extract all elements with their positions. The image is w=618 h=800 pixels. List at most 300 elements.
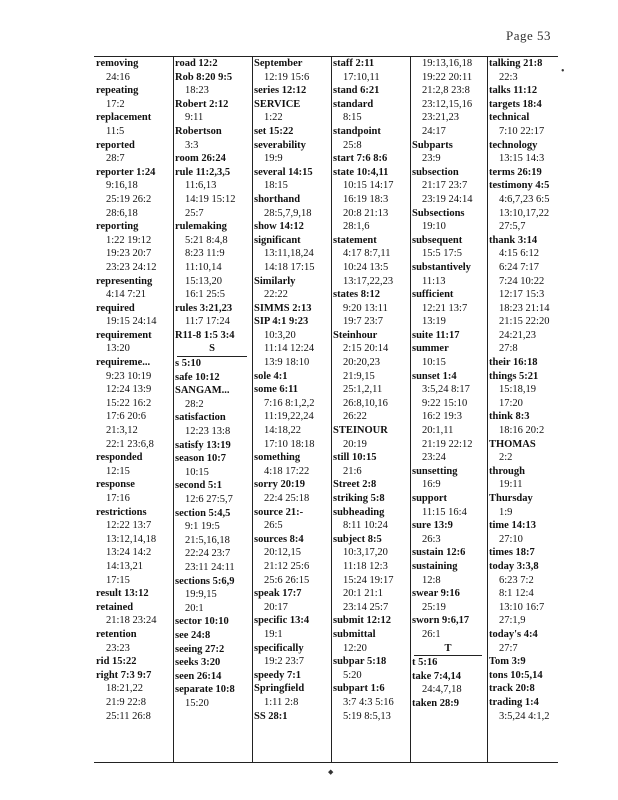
page-reference: 7:10 22:17 — [499, 125, 545, 137]
index-term: show 14:12 — [254, 221, 304, 233]
page-reference: 13:17,22,23 — [343, 275, 394, 287]
index-term: stand 6:21 — [333, 85, 380, 97]
page-reference: 21:3,12 — [106, 425, 138, 437]
page-reference: 5:20 — [343, 669, 362, 681]
page-reference: 23:23 24:12 — [106, 261, 157, 273]
index-term: SANGAM... — [175, 385, 230, 397]
column-divider — [487, 57, 488, 762]
index-term: track 20:8 — [489, 683, 535, 695]
page-reference: 21:9,15 — [343, 370, 375, 382]
page-reference: 21:19 22:12 — [422, 438, 473, 450]
index-term: SERVICE — [254, 98, 301, 110]
page-reference: 19:10 — [422, 221, 446, 233]
page-reference: 22:3 — [499, 71, 518, 83]
page-reference: 16:1 25:5 — [185, 289, 225, 301]
index-term: standard — [333, 98, 374, 110]
page-reference: 17:15 — [106, 574, 130, 586]
page-reference: 4:15 6:12 — [499, 248, 539, 260]
page-reference: 14:13,21 — [106, 560, 144, 572]
page-reference: 19:9,15 — [185, 589, 217, 601]
page-reference: 20:1,11 — [422, 425, 454, 437]
index-term: SIP 4:1 9:23 — [254, 316, 309, 328]
page-reference: 24:4,7,18 — [422, 684, 462, 696]
page-reference: 19:23 20:7 — [106, 248, 152, 260]
index-term: retention — [96, 628, 137, 640]
index-term: statement — [333, 234, 377, 246]
index-term: replacement — [96, 112, 152, 124]
index-term: restrictions — [96, 506, 147, 518]
column-divider — [331, 57, 332, 762]
page-reference: 27:10 — [499, 533, 523, 545]
page-reference: 17:16 — [106, 493, 130, 504]
page-reference: 21:15 22:20 — [499, 316, 550, 328]
page-reference: 24:17 — [422, 125, 446, 137]
index-column-1 — [96, 57, 172, 762]
page-reference: 3:3 — [185, 139, 199, 151]
index-term: technical — [489, 112, 530, 124]
index-term: speedy 7:1 — [254, 669, 301, 681]
page-reference: 10:24 13:5 — [343, 261, 389, 273]
index-term: time 14:13 — [489, 520, 536, 532]
page-reference: 12:19 15:6 — [264, 71, 310, 83]
page-reference: 15:13,20 — [185, 275, 223, 287]
page-reference: 27:1,9 — [499, 615, 526, 627]
page-reference: 9:16,18 — [106, 180, 138, 192]
page-reference: 17:20 — [499, 397, 523, 409]
page-reference: 12:17 15:3 — [499, 289, 545, 301]
page-reference: 16:2 19:3 — [422, 411, 462, 423]
page-reference: 21:12 25:6 — [264, 560, 310, 572]
index-term: start 7:6 8:6 — [333, 153, 388, 165]
page-reference: 11:5 — [106, 125, 125, 137]
index-term: standpoint — [333, 125, 381, 137]
index-term: Robert 2:12 — [175, 98, 229, 110]
index-term: Subparts — [412, 139, 453, 151]
index-term: retained — [96, 601, 134, 613]
page-reference: 23:19 24:14 — [422, 193, 473, 205]
index-term: suite 11:17 — [412, 329, 460, 341]
page-reference: 1:9 — [499, 506, 513, 518]
index-term: reported — [96, 139, 135, 151]
index-term: talking 21:8 — [489, 58, 543, 69]
page-reference: 13:11,18,24 — [264, 248, 314, 260]
index-term: talks 11:12 — [489, 85, 538, 97]
page-reference: 12:8 — [422, 574, 441, 586]
page-reference: 15:24 19:17 — [343, 574, 394, 586]
index-term: sector 10:10 — [175, 616, 229, 628]
index-term: source 21:- — [254, 506, 304, 518]
page-reference: 12:20 — [343, 642, 367, 654]
index-term: targets 18:4 — [489, 98, 542, 110]
page-reference: 10:3,20 — [264, 329, 296, 341]
index-term: subpar 5:18 — [333, 656, 387, 668]
page-reference: 18:15 — [264, 180, 288, 192]
index-term: take 7:4,14 — [412, 670, 461, 682]
page-reference: 17:10,11 — [343, 71, 380, 83]
page-reference: 28:5,7,9,18 — [264, 207, 312, 219]
index-term: state 10:4,11 — [333, 166, 389, 178]
page-reference: 26:3 — [422, 533, 441, 545]
index-column-4 — [333, 57, 409, 762]
index-term: sources 8:4 — [254, 533, 304, 545]
page-reference: 23:9 — [422, 153, 441, 165]
page-reference: 10:15 — [185, 466, 209, 478]
page-reference: 7:16 8:1,2,2 — [264, 397, 315, 409]
page-reference: 19:11 — [499, 479, 523, 491]
page-reference: 23:12,15,16 — [422, 98, 473, 110]
page-reference: 15:22 16:2 — [106, 397, 152, 409]
page-reference: 15:5 17:5 — [422, 248, 462, 260]
page-reference: 26:8,10,16 — [343, 397, 388, 409]
page-reference: 28:2 — [185, 398, 204, 410]
index-column-3 — [254, 57, 330, 762]
page-reference: 13:24 14:2 — [106, 547, 152, 559]
page-reference: 18:16 20:2 — [499, 425, 545, 437]
index-term: sections 5:6,9 — [175, 575, 235, 587]
page-reference: 13:12,14,18 — [106, 533, 157, 545]
index-term: staff 2:11 — [333, 58, 375, 69]
index-term: satisfy 13:19 — [175, 439, 231, 451]
page-reference: 25:1,2,11 — [343, 384, 383, 396]
index-term: SIMMS 2:13 — [254, 302, 312, 314]
index-term: road 12:2 — [175, 58, 218, 69]
page-reference: 22:22 — [264, 289, 288, 301]
index-term: removing — [96, 58, 139, 69]
index-term: t 5:16 — [412, 657, 438, 669]
index-term: sunset 1:4 — [412, 370, 457, 382]
index-term: Thursday — [489, 493, 533, 504]
page-reference: 6:24 7:17 — [499, 261, 539, 273]
page-reference: 3:5,24 8:17 — [422, 384, 470, 396]
page-reference: 27:5,7 — [499, 221, 526, 233]
page-reference: 9:20 13:11 — [343, 302, 388, 314]
bottom-mark: ◆ — [328, 768, 334, 776]
page-reference: 20:12,15 — [264, 547, 302, 559]
index-term: separate 10:8 — [175, 684, 235, 696]
page-reference: 11:10,14 — [185, 261, 222, 273]
page-reference: 21:2,8 23:8 — [422, 85, 470, 97]
page-reference: 9:1 19:5 — [185, 521, 220, 533]
page-reference: 23:24 — [422, 452, 446, 464]
section-letter: T — [414, 642, 482, 657]
page-reference: 19:2 23:7 — [264, 656, 304, 668]
page-reference: 21:5,16,18 — [185, 534, 230, 546]
page-reference: 11:6,13 — [185, 180, 217, 192]
index-term: striking 5:8 — [333, 493, 385, 504]
page-reference: 23:21,23 — [422, 112, 460, 124]
index-term: requireme... — [96, 357, 151, 369]
page-reference: 21:9 22:8 — [106, 696, 146, 708]
page-reference: 12:21 13:7 — [422, 302, 468, 314]
page-reference: 26:22 — [343, 411, 367, 423]
index-term: things 5:21 — [489, 370, 539, 382]
index-term: subsection — [412, 166, 459, 178]
index-term: sunsetting — [412, 465, 458, 477]
page-reference: 20:17 — [264, 601, 288, 613]
word-index — [94, 56, 558, 763]
page-reference: 19:13,16,18 — [422, 58, 473, 69]
page-reference: 23:14 25:7 — [343, 601, 389, 613]
page-reference: 7:24 10:22 — [499, 275, 545, 287]
index-term: several 14:15 — [254, 166, 313, 178]
index-term: submittal — [333, 628, 376, 640]
page-reference: 15:20 — [185, 697, 209, 709]
page-reference: 13:9 18:10 — [264, 357, 310, 369]
index-term: swear 9:16 — [412, 588, 460, 600]
page-reference: 16:9 — [422, 479, 441, 491]
page-reference: 4:14 7:21 — [106, 289, 146, 301]
page-reference: 17:10 18:18 — [264, 438, 315, 450]
page-reference: 18:23 — [185, 85, 209, 97]
index-term: speak 17:7 — [254, 588, 302, 600]
index-term: requirement — [96, 329, 152, 341]
index-term: seeing 27:2 — [175, 643, 225, 655]
index-term: series 12:12 — [254, 85, 307, 97]
page-reference: 21:6 — [343, 465, 362, 477]
page-reference: 12:23 13:8 — [185, 426, 231, 438]
page-reference: 8:15 — [343, 112, 362, 124]
page-reference: 17:6 20:6 — [106, 411, 146, 423]
index-term: significant — [254, 234, 301, 246]
page-reference: 13:20 — [106, 343, 130, 355]
page-reference: 24:16 — [106, 71, 130, 83]
page-reference: 23:11 24:11 — [185, 561, 235, 573]
index-term: submit 12:12 — [333, 615, 392, 627]
index-term: reporter 1:24 — [96, 166, 156, 178]
index-term: specifically — [254, 642, 304, 654]
index-term: response — [96, 479, 135, 491]
index-term: satisfaction — [175, 412, 226, 424]
page-reference: 13:19 — [422, 316, 446, 328]
index-term: today's 4:4 — [489, 628, 538, 640]
page-reference: 26:1 — [422, 628, 441, 640]
page-reference: 8:1 12:4 — [499, 588, 534, 600]
index-term: safe 10:12 — [175, 371, 220, 383]
page-reference: 25:8 — [343, 139, 362, 151]
index-term: s 5:10 — [175, 358, 201, 370]
page-reference: 19:7 23:7 — [343, 316, 383, 328]
page-reference: 3:5,24 4:1,2 — [499, 710, 550, 722]
page-reference: 12:24 13:9 — [106, 384, 152, 396]
page-reference: 1:22 — [264, 112, 283, 124]
index-term: seen 26:14 — [175, 670, 222, 682]
page-reference: 4:17 8:7,11 — [343, 248, 391, 260]
index-term: severability — [254, 139, 306, 151]
index-term: September — [254, 58, 303, 69]
page-reference: 20:20,23 — [343, 357, 381, 369]
page-reference: 20:8 21:13 — [343, 207, 389, 219]
page-reference: 14:19 15:12 — [185, 193, 236, 205]
page-reference: 12:22 13:7 — [106, 520, 152, 532]
page-reference: 23:23 — [106, 642, 130, 654]
page-reference: 25:6 26:15 — [264, 574, 310, 586]
index-term: still 10:15 — [333, 452, 377, 464]
index-term: specific 13:4 — [254, 615, 310, 627]
page-reference: 9:22 15:10 — [422, 397, 468, 409]
index-term: today 3:3,8 — [489, 560, 539, 572]
page-reference: 3:7 4:3 5:16 — [343, 696, 394, 708]
page-reference: 8:11 10:24 — [343, 520, 388, 532]
index-term: season 10:7 — [175, 453, 227, 465]
index-term: sufficient — [412, 289, 454, 301]
page-reference: 20:19 — [343, 438, 367, 450]
index-term: Street 2:8 — [333, 479, 377, 491]
index-term: testimony 4:5 — [489, 180, 550, 192]
index-term: STEINOUR — [333, 425, 388, 437]
index-term: sure 13:9 — [412, 520, 453, 532]
page-reference: 11:19,22,24 — [264, 411, 314, 423]
page-reference: 20:1 — [185, 602, 204, 614]
page-reference: 14:18 17:15 — [264, 261, 315, 273]
page-reference: 19:15 24:14 — [106, 316, 157, 328]
index-term: summer — [412, 343, 449, 355]
column-divider — [410, 57, 411, 762]
page-reference: 18:21,22 — [106, 683, 144, 695]
page-reference: 11:15 16:4 — [422, 506, 467, 518]
index-term: required — [96, 302, 135, 314]
index-term: think 8:3 — [489, 411, 530, 423]
page-reference: 25:7 — [185, 207, 204, 219]
page-reference: 19:22 20:11 — [422, 71, 473, 83]
index-term: result 13:12 — [96, 588, 149, 600]
index-term: Similarly — [254, 275, 296, 287]
section-letter: S — [177, 342, 247, 357]
index-term: taken 28:9 — [412, 697, 459, 709]
column-divider — [252, 57, 253, 762]
page-reference: 17:2 — [106, 98, 125, 110]
page-reference: 13:10 16:7 — [499, 601, 545, 613]
page-reference: 1:11 2:8 — [264, 696, 299, 708]
page-reference: 5:19 8:5,13 — [343, 710, 391, 722]
page-reference: 1:22 19:12 — [106, 234, 152, 246]
page-reference: 21:18 23:24 — [106, 615, 157, 627]
index-column-6 — [489, 57, 558, 762]
index-term: set 15:22 — [254, 125, 294, 137]
index-term: see 24:8 — [175, 629, 211, 641]
index-term: THOMAS — [489, 438, 536, 450]
index-term: sustain 12:6 — [412, 547, 466, 559]
page-reference: 11:14 12:24 — [264, 343, 315, 355]
page-reference: 28:1,6 — [343, 221, 370, 233]
margin-mark: • — [561, 66, 565, 77]
page-number: Page 53 — [506, 28, 552, 43]
index-term: rid 15:22 — [96, 656, 137, 668]
page-reference: 20:1 21:1 — [343, 588, 383, 600]
index-term: times 18:7 — [489, 547, 535, 559]
index-term: responded — [96, 452, 143, 464]
index-term: right 7:3 9:7 — [96, 669, 152, 681]
index-term: states 8:12 — [333, 289, 380, 301]
page-reference: 12:15 — [106, 465, 130, 477]
page-reference: 11:13 — [422, 275, 446, 287]
index-term: Tom 3:9 — [489, 656, 526, 668]
index-term: technology — [489, 139, 538, 151]
page-reference: 10:15 — [422, 357, 446, 369]
index-term: SS 28:1 — [254, 710, 288, 722]
page-reference: 2:2 — [499, 452, 513, 464]
index-column-5 — [412, 57, 486, 762]
page-reference: 22:4 25:18 — [264, 493, 310, 504]
index-term: subheading — [333, 506, 385, 518]
page-reference: 19:1 — [264, 628, 283, 640]
page-reference: 26:5 — [264, 520, 283, 532]
index-term: reporting — [96, 221, 139, 233]
page-reference: 2:15 20:14 — [343, 343, 389, 355]
index-term: through — [489, 465, 525, 477]
index-term: sole 4:1 — [254, 370, 288, 382]
page-reference: 5:21 8:4,8 — [185, 234, 228, 246]
index-term: substantively — [412, 261, 471, 273]
page-reference: 11:7 17:24 — [185, 316, 230, 328]
index-term: sorry 20:19 — [254, 479, 306, 491]
index-term: shorthand — [254, 193, 301, 205]
index-term: sworn 9:6,17 — [412, 615, 470, 627]
index-term: some 6:11 — [254, 384, 299, 396]
index-term: Subsections — [412, 207, 465, 219]
index-term: thank 3:14 — [489, 234, 538, 246]
page-reference: 22:1 23:6,8 — [106, 438, 154, 450]
index-term: Steinhour — [333, 329, 378, 341]
index-term: terms 26:19 — [489, 166, 542, 178]
page-reference: 25:19 — [422, 601, 446, 613]
page-reference: 9:23 10:19 — [106, 370, 152, 382]
page-reference: 9:11 — [185, 112, 204, 124]
page-reference: 10:15 14:17 — [343, 180, 394, 192]
index-term: subject 8:5 — [333, 533, 382, 545]
index-term: second 5:1 — [175, 480, 222, 492]
index-term: trading 1:4 — [489, 696, 539, 708]
page-reference: 6:23 7:2 — [499, 574, 534, 586]
index-term: subpart 1:6 — [333, 683, 385, 695]
page-reference: 25:19 26:2 — [106, 193, 152, 205]
page-reference: 21:17 23:7 — [422, 180, 468, 192]
index-term: rulemaking — [175, 221, 227, 233]
index-column-2 — [175, 57, 251, 762]
index-term: tons 10:5,14 — [489, 669, 543, 681]
page-reference: 13:10,17,22 — [499, 207, 550, 219]
page-reference: 10:3,17,20 — [343, 547, 388, 559]
page-reference: 27:7 — [499, 642, 518, 654]
page-reference: 18:23 21:14 — [499, 302, 550, 314]
index-term: something — [254, 452, 301, 464]
index-term: representing — [96, 275, 153, 287]
page-reference: 28:7 — [106, 153, 125, 165]
index-term: rules 3:21,23 — [175, 302, 233, 314]
page-reference: 14:18,22 — [264, 425, 302, 437]
page-reference: 25:11 26:8 — [106, 710, 151, 722]
index-term: seeks 3:20 — [175, 657, 221, 669]
index-term: support — [412, 493, 448, 504]
index-term: section 5:4,5 — [175, 507, 231, 519]
page-reference: 24:21,23 — [499, 329, 537, 341]
index-term: their 16:18 — [489, 357, 538, 369]
index-term: room 26:24 — [175, 153, 226, 165]
page-reference: 27:8 — [499, 343, 518, 355]
page-reference: 19:9 — [264, 153, 283, 165]
page-reference: 11:18 12:3 — [343, 560, 388, 572]
page-reference: 4:6,7,23 6:5 — [499, 193, 550, 205]
page-reference: 8:23 11:9 — [185, 248, 225, 260]
page-reference: 28:6,18 — [106, 207, 138, 219]
index-term: subsequent — [412, 234, 463, 246]
index-term: Springfield — [254, 683, 305, 695]
page-reference: 12:6 27:5,7 — [185, 494, 233, 505]
index-term: R11-8 1:5 3:4 — [175, 329, 235, 341]
page-reference: 15:18,19 — [499, 384, 537, 396]
column-divider — [173, 57, 174, 762]
page-reference: 22:24 23:7 — [185, 548, 231, 560]
page-reference: 13:15 14:3 — [499, 153, 545, 165]
